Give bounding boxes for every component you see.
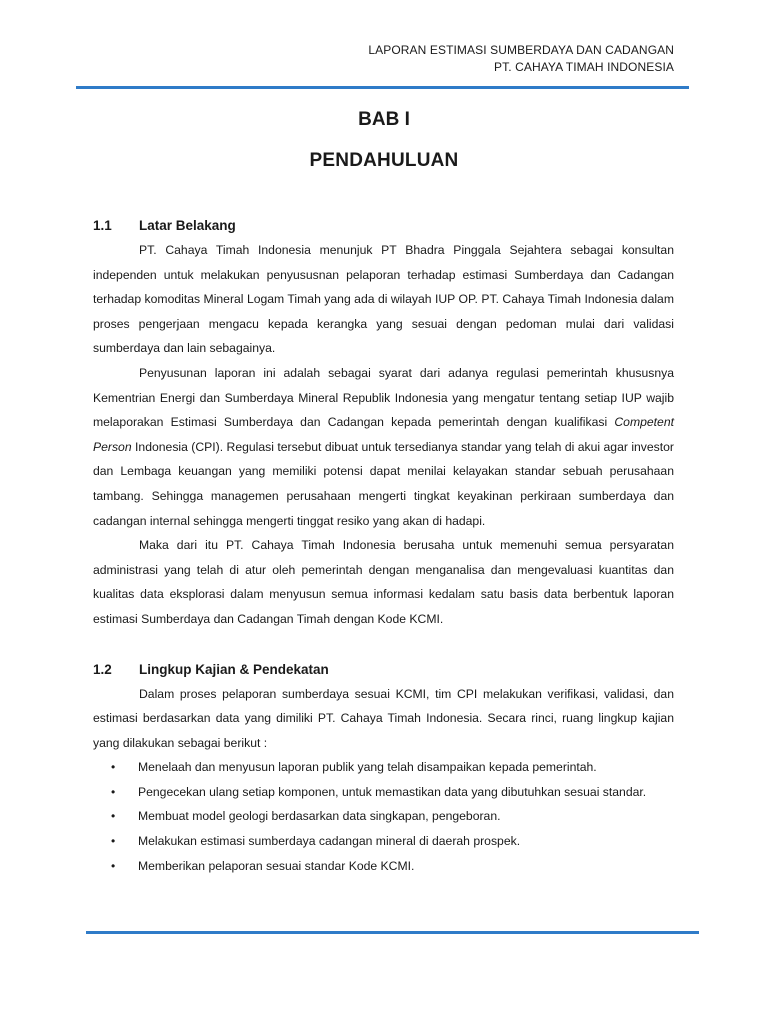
header-report-title: LAPORAN ESTIMASI SUMBERDAYA DAN CADANGAN — [368, 43, 674, 57]
page-header — [368, 42, 674, 76]
bullet-icon: • — [111, 858, 116, 873]
list-item-text: Memberikan pelaporan sesuai standar Kode KCMI. — [138, 858, 415, 873]
paragraph: Maka dari itu PT. Cahaya Timah Indonesia berusaha untuk memenuhi semua persyaratan administrasi yang telah di atur oleh pemerintah dengan menganalisa dan mengevaluasi kuantitas dan kualitas data eksplorasi dalam menyusun semua informasi kedalam satu basis data berbentuk laporan estimasi Sumberdaya dan Cadangan Timah dengan Kode KCMI. — [93, 538, 674, 626]
list-item-text: Melakukan estimasi sumberdaya cadangan mineral di daerah prospek. — [138, 834, 521, 849]
paragraph: Dalam proses pelaporan sumberdaya sesuai KCMI, tim CPI melakukan verifikasi, validasi, dan estimasi berdasarkan data yang dimiliki PT. Cahaya Timah Indonesia. Secara rinci, ruang lingkup kajian yang dilakukan sebagai berikut : — [93, 686, 674, 750]
section-number: 1.1 — [93, 218, 112, 233]
list-item — [93, 780, 674, 805]
section-heading-1-2 — [93, 658, 674, 682]
header-company-name: PT. CAHAYA TIMAH INDONESIA — [494, 60, 674, 74]
list-item-text: Menelaah dan menyusun laporan publik yang telah disampaikan kepada pemerintah. — [138, 760, 597, 775]
list-item — [93, 804, 674, 829]
paragraph-text: Penyusunan laporan ini adalah sebagai syarat dari adanya regulasi pemerintah khususnya Kementrian Energi dan Sumberdaya Mineral Republik Indonesia yang mengatur tentang setiap IUP wajib melaporakan Estimasi Sumberdaya dan Cadangan kepada pemerintah dengan kualifikasi — [93, 365, 674, 430]
section-heading-1-1 — [93, 214, 674, 238]
section-title: Latar Belakang — [139, 218, 236, 233]
bullet-icon: • — [111, 834, 116, 849]
chapter-label: BAB I — [358, 109, 410, 130]
scope-list — [93, 755, 674, 878]
bullet-icon: • — [111, 760, 116, 775]
list-item — [93, 755, 674, 780]
bullet-icon: • — [111, 784, 116, 799]
section-number: 1.2 — [93, 661, 112, 677]
chapter-title: PENDAHULUAN — [309, 150, 459, 171]
italic-term: Competent Person — [93, 415, 674, 454]
section-title: Lingkup Kajian & Pendekatan — [139, 661, 329, 677]
paragraph — [93, 361, 674, 533]
list-item — [93, 854, 674, 879]
paragraph: PT. Cahaya Timah Indonesia menunjuk PT Bhadra Pinggala Sejahtera sebagai konsultan independen untuk melakukan penyususnan pelaporan terhadap estimasi Sumberdaya dan Cadangan terhadap komoditas Mineral Logam Timah yang ada di wilayah IUP OP. PT. Cahaya Timah Indonesia dalam proses pengerjaan mengacu kepada kerangka yang sesuai dengan pedoman mulai dari validasi sumberdaya dan lain sebagainya. — [93, 243, 674, 356]
bullet-icon: • — [111, 809, 116, 824]
document-body — [93, 214, 674, 878]
list-item — [93, 829, 674, 854]
section-spacer — [93, 632, 674, 658]
list-item-text: Membuat model geologi berdasarkan data singkapan, pengeboran. — [138, 809, 501, 824]
header-divider — [76, 86, 689, 89]
list-item-text: Pengecekan ulang setiap komponen, untuk memastikan data yang dibutuhkan sesuai standar. — [138, 784, 647, 799]
footer-divider — [86, 931, 699, 934]
paragraph-text: Indonesia (CPI). Regulasi tersebut dibuat untuk tersedianya standar yang telah di akui agar investor dan Lembaga keuangan yang memiliki potensi dapat menilai kelayakan standar sebuah perusahaan tambang. Sehingga managemen perusahaan mengerti tingkat keyakinan perkiraan sumberdaya dan cadangan internal sehingga mengerti tinggat resiko yang akan di hadapi. — [93, 439, 674, 528]
